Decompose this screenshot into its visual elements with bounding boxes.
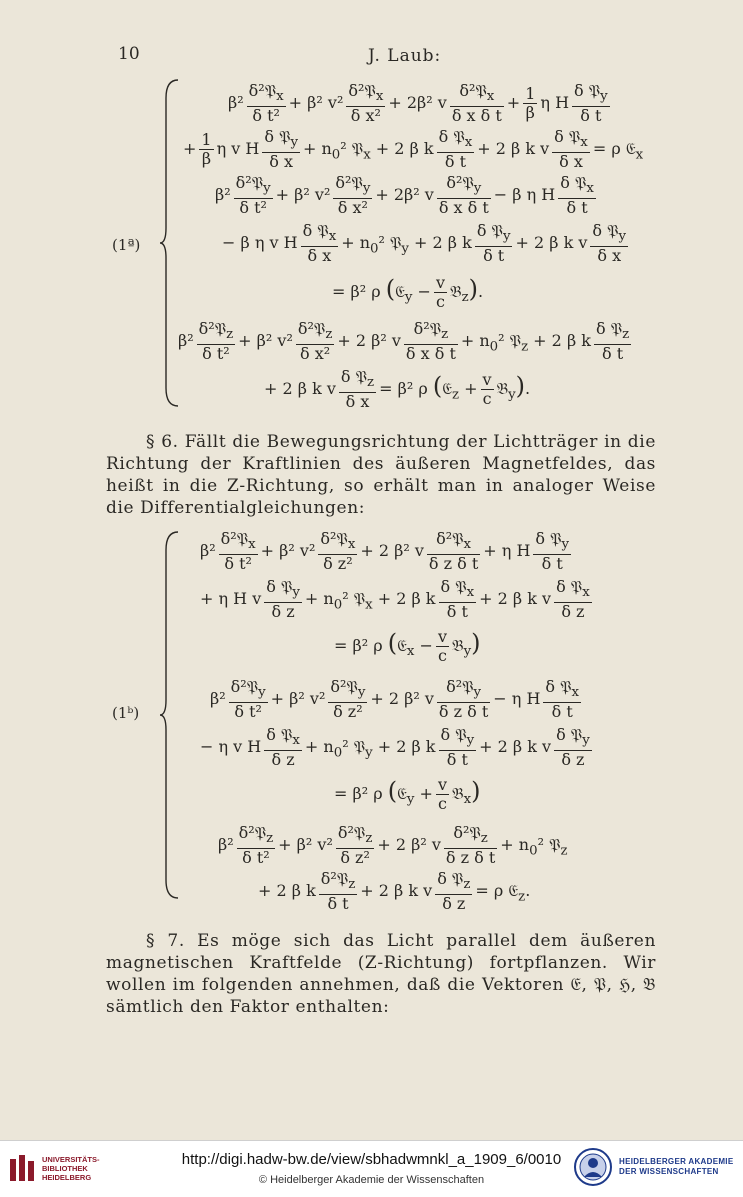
equation-line: β² $\frac{\delta^2𝔓_x}{\text{δ t²}}$ + β² v² $\frac{\delta^2𝔓_x}{\text{δ z²}}$ + 2 β² v $\frac{\delta^2𝔓_x}{\text{δ z δ t}}$ + η H $\frac{\delta 𝔓_y}{\text{δ t}}$	[200, 529, 570, 574]
academy-seal-icon	[573, 1147, 613, 1187]
copyright-text: © Heidelberger Akademie der Wissenschaften	[258, 1174, 485, 1186]
equation-line: β² $\frac{\delta^2𝔓_y}{\text{δ t²}}$ + β² v² $\frac{\delta^2𝔓_y}{\text{δ z²}}$ + 2 β² v $\frac{\delta^2𝔓_y}{\text{δ z δ t}}$ − η H $\frac{\delta 𝔓_x}{\text{δ t}}$	[210, 677, 580, 722]
equation-line: + 2 β k v $\frac{\delta 𝔓_z}{\text{δ x}}$ = β² ρ (𝔈$_z$ + $\frac{v}{c}$ 𝔅$_y$).	[264, 367, 531, 412]
page-number: 10	[118, 44, 140, 64]
equation-brace-b	[158, 530, 182, 900]
equation-line: = β² ρ (𝔈$_y$ − $\frac{v}{c}$ 𝔅$_z$).	[332, 273, 484, 311]
footer-bar	[0, 1140, 743, 1197]
equation-line: + η H v $\frac{\delta 𝔓_y}{\text{δ z}}$ + $n_0^2$ 𝔓$_x$ + 2 β k $\frac{\delta 𝔓_x}{\text{δ t}}$ + 2 β k v $\frac{\delta 𝔓_x}{\text{δ z}}$	[200, 577, 590, 622]
equation-line: = β² ρ (𝔈$_y$ + $\frac{v}{c}$ 𝔅$_x$)	[334, 775, 481, 813]
equation-line: + $\frac{1}{\beta}$ η v H $\frac{\delta 𝔓_y}{\text{δ x}}$ + $n_0^2$ 𝔓$_x$ + 2 β k $\frac{\delta 𝔓_x}{\text{δ t}}$ + 2 β k v $\frac{\delta 𝔓_x}{\text{δ x}}$ = ρ 𝔈$_x$	[183, 127, 644, 172]
equation-line: β² $\frac{\delta^2𝔓_y}{\text{δ t²}}$ + β² v² $\frac{\delta^2𝔓_y}{\text{δ x²}}$ + 2β² v $\frac{\delta^2𝔓_y}{\text{δ x δ t}}$ − β η H $\frac{\delta 𝔓_x}{\text{δ t}}$	[215, 173, 594, 218]
academy-logo[interactable]	[573, 1147, 739, 1191]
equation-line: − β η v H $\frac{\delta 𝔓_x}{\text{δ x}}$ + $n_0^2$ 𝔓$_y$ + 2 β k $\frac{\delta 𝔓_y}{\text{δ t}}$ + 2 β k v $\frac{\delta 𝔓_y}{\text{δ x}}$	[222, 221, 627, 266]
library-logo-text: UNIVERSITÄTS- BIBLIOTHEK HEIDELBERG	[42, 1155, 100, 1182]
academy-logo-text: HEIDELBERGER AKADEMIE DER WISSENSCHAFTEN	[619, 1157, 734, 1176]
section-6-paragraph: § 6. Fällt die Bewegungsrichtung der Lichtträger in die Richtung der Kraftlinien des äußeren Magnetfeldes, das heißt in die Z-Richtung, so erhält man in analoger Weise die Differentialgleichungen:	[106, 432, 656, 518]
equation-label-a: (1ª)	[112, 236, 141, 254]
equation-line: β² $\frac{\delta^2𝔓_x}{\text{δ t²}}$ + β² v² $\frac{\delta^2𝔓_x}{\text{δ x²}}$ + 2β² v $\frac{\delta^2𝔓_x}{\text{δ x δ t}}$ + $\frac{1}{\beta}$ η H $\frac{\delta 𝔓_y}{\text{δ t}}$	[228, 81, 608, 126]
equation-line: − η v H $\frac{\delta 𝔓_x}{\text{δ z}}$ + $n_0^2$ 𝔓$_y$ + 2 β k $\frac{\delta 𝔓_y}{\text{δ t}}$ + 2 β k v $\frac{\delta 𝔓_y}{\text{δ z}}$	[200, 725, 590, 770]
section-7-paragraph: § 7. Es möge sich das Licht parallel dem äußeren magnetischen Kraftfelde (Z-Richtung) fortpflanzen. Wir wollen im folgenden annehmen, daß die Vektoren 𝔈, 𝔓, ℌ, 𝔅 sämtlich den Faktor enthalten:	[106, 931, 656, 1017]
running-head: J. Laub:	[368, 46, 442, 66]
equation-line: = β² ρ (𝔈$_x$ − $\frac{v}{c}$ 𝔅$_y$)	[334, 627, 481, 665]
equation-line: + 2 β k $\frac{\delta^2𝔓_z}{\text{δ t}}$ + 2 β k v $\frac{\delta 𝔓_z}{\text{δ z}}$ = ρ 𝔈$_z$.	[258, 869, 531, 914]
equation-line: β² $\frac{\delta^2𝔓_z}{\text{δ t²}}$ + β² v² $\frac{\delta^2𝔓_z}{\text{δ x²}}$ + 2 β² v $\frac{\delta^2𝔓_z}{\text{δ x δ t}}$ + $n_0^2$ 𝔓$_z$ + 2 β k $\frac{\delta 𝔓_z}{\text{δ t}}$	[178, 319, 630, 364]
equation-line: β² $\frac{\delta^2𝔓_z}{\text{δ t²}}$ + β² v² $\frac{\delta^2𝔓_z}{\text{δ z²}}$ + 2 β² v $\frac{\delta^2𝔓_z}{\text{δ z δ t}}$ + $n_0^2$ 𝔓$_z$	[218, 823, 568, 868]
equation-label-b: (1ᵇ)	[112, 704, 140, 722]
source-url-link[interactable]: http://digi.hadw-bw.de/view/sbhadwmnkl_a_1909_6/0010	[181, 1151, 562, 1168]
